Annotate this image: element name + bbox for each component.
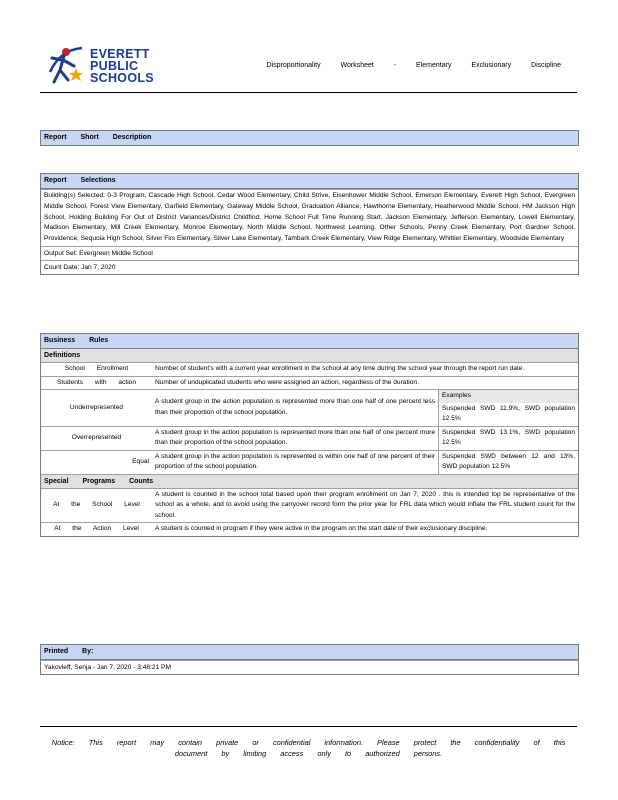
definition-text: A student group in the action population is represented is within one half of one percent of their proportion of the school population. — [152, 450, 439, 474]
definition-row — [41, 376, 578, 390]
definition-text: Number of unduplicated students who were assigned an action, regardless of the duration. — [152, 376, 578, 390]
definitions-subheading: Definitions — [41, 349, 578, 362]
report-short-description-heading: Report Short Description — [41, 131, 578, 145]
special-program-text: A student is counted in the school total based upon their program enrollment on Jan 7, 2020 . this is intended top be representative of the school as a whole, and to avoid using the carryover record form the prior year for FRL data which would inflate the FRL student count for the school. — [152, 488, 578, 523]
special-program-text: A student is counted in program if they were active in the program on the start date of their exclusionary discipline. — [152, 523, 578, 536]
definition-term: School Enrollment — [41, 363, 152, 377]
special-program-term: At the Action Level — [41, 523, 152, 536]
definition-row — [41, 363, 578, 377]
special-programs-subheading: Special Programs Counts — [41, 474, 578, 488]
special-program-term: At the School Level — [41, 488, 152, 523]
printed-by-heading: Printed By: — [41, 645, 578, 660]
notice-line-1: Notice: This report may contain private or confidential information. Please protect the confidentiality of this — [51, 738, 566, 747]
report-selections-heading: Report Selections — [41, 174, 578, 189]
business-rules-heading: Business Rules — [41, 334, 578, 349]
output-set: Output Set: Evergreen Middle School — [41, 246, 578, 260]
printed-by-value: Yakovleff, Senja - Jan 7, 2020 - 3:48:21 PM — [41, 660, 578, 674]
report-selections-section — [40, 173, 579, 275]
confidentiality-notice — [40, 726, 577, 759]
notice-line-2: document by limiting access only to authorized persons. — [174, 749, 443, 758]
example-text: Suspended SWD 13.1%, SWD population 12.5% — [439, 426, 579, 450]
definition-row — [41, 426, 578, 450]
logo-line-3: SCHOOLS — [90, 71, 154, 85]
business-rules-section — [40, 333, 579, 537]
definition-term: Students with action — [41, 376, 152, 390]
report-header — [40, 40, 577, 93]
student-figure-icon — [46, 42, 90, 88]
examples-heading: Examples — [439, 390, 578, 403]
definition-row — [41, 390, 578, 427]
report-short-description-section — [40, 130, 579, 146]
definition-example — [439, 390, 579, 427]
definition-row — [41, 450, 578, 474]
document-title: Disproportionality Worksheet - Elementary Exclusionary Discipline — [266, 62, 561, 69]
count-date: Count Date: Jan 7, 2020 — [41, 260, 578, 274]
everett-public-schools-logo — [46, 42, 156, 88]
definition-text: A student group in the action population is represented more than one half of one percent less than their proportion of the school population. — [152, 390, 439, 427]
logo-line-2: PUBLIC — [90, 59, 139, 73]
example-text: Suspended SWD between 12 and 13%, SWD population 12.5% — [439, 450, 579, 474]
definition-text: Number of student's with a current year enrollment in the school at any time during the school year through the report run date. — [152, 363, 578, 377]
definition-term: Equal — [41, 450, 152, 474]
logo-line-1: EVERETT — [90, 47, 150, 61]
definition-term: Underrepresented — [41, 390, 152, 427]
definition-term: Overrepresented — [41, 426, 152, 450]
special-programs-table — [41, 488, 578, 536]
special-program-row — [41, 488, 578, 523]
definitions-table — [41, 362, 578, 474]
example-text: Suspended SWD 11.9%, SWD population 12.5% — [442, 404, 575, 422]
definition-text: A student group in the action population is represented more than one half of one percent more than their proportion of the school population. — [152, 426, 439, 450]
printed-by-section — [40, 644, 579, 675]
buildings-selected: Building(s) Selected: 0-3 Program, Cascade High School, Cedar Wood Elementary, Child Strive, Eisenhower Middle School, Emerson Elementary, Everett High School, Evergreen Middle School, Forest View Elementary, Garfield Elementary, Gateway Middle School, Graduation Alliance, Hawthorne Elementary, Heatherwood Middle School, HM Jackson High School, Holding Building For Out of District Variances/District Childfind, Home School Full Time Running Start, Jackson Elementary, Jefferson Elementary, Lowell Elementary, Madison Elementary, Mill Creek Elementary, Monroe Elementary, North Middle School, Northwest Learning, Other Schools, Penny Creek Elementary, Port Gardner School, Providence, Sequoia High School, Silver Firs Elementary, Silver Lake Elementary, Tambark Creek Elementary, View Ridge Elementary, Whittier Elementary, Woodside Elementary — [41, 189, 578, 246]
special-program-row — [41, 523, 578, 536]
